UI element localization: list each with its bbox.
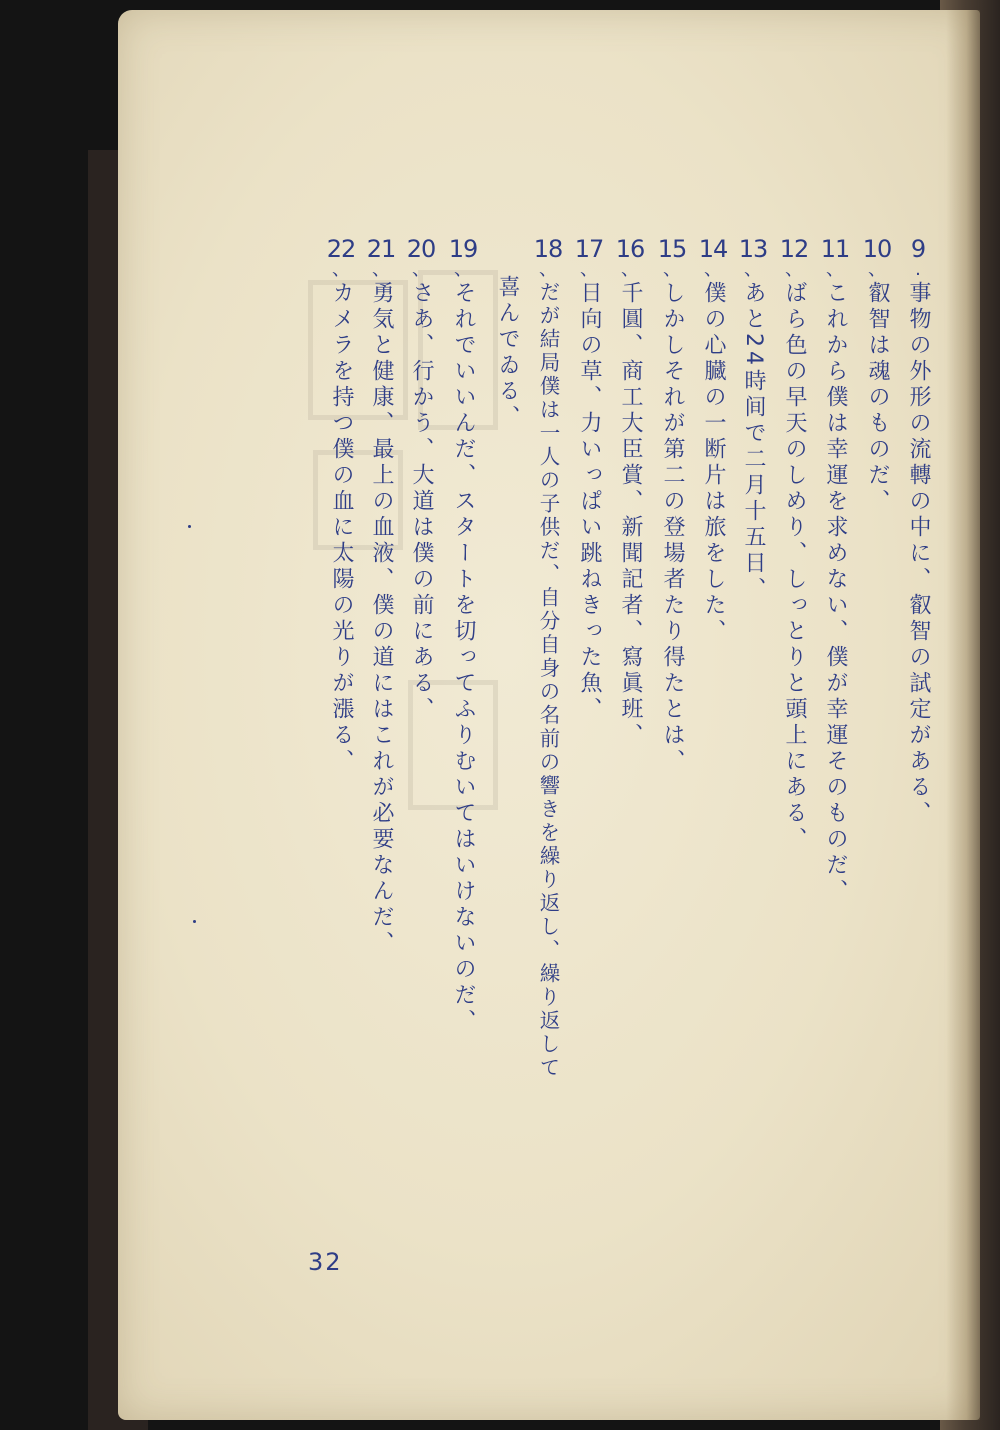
line-number: 18 <box>533 235 563 263</box>
page-number: 32 <box>308 1248 343 1276</box>
line-number-mark: 、 <box>868 259 886 280</box>
line-number: 17 <box>574 235 604 263</box>
line-number-mark: 、 <box>454 259 472 280</box>
line-text: ばら色の早天のしめり、しっとりと頭上にある、 <box>782 281 807 853</box>
line-number: 11 <box>820 235 850 263</box>
line-number-mark: 、 <box>580 259 598 280</box>
line-number: 13 <box>738 235 768 263</box>
line-number: 21 <box>366 235 396 263</box>
line-text: 僕の心臓の一断片は旅をした、 <box>701 281 726 645</box>
line-text: だが結局僕は一人の子供だ、自分自身の名前の響きを繰り返し、繰り返して <box>536 281 560 1080</box>
line-number-mark: . <box>915 259 921 280</box>
line-10 <box>862 235 892 515</box>
line-text: 喜んでゐる、 <box>495 275 520 431</box>
line-number-mark: 、 <box>332 259 350 280</box>
line-number-mark: 、 <box>372 259 390 280</box>
line-18 <box>533 235 563 1080</box>
line-15 <box>657 235 687 775</box>
line-9 <box>903 235 933 827</box>
line-12 <box>779 235 809 853</box>
line-number: 12 <box>779 235 809 263</box>
line-text: 日向の草、力いっぱい跳ねきった魚、 <box>577 281 602 723</box>
line-text: さあ、行かう、大道は僕の前にある、 <box>409 281 434 723</box>
line-text: カメラを持つ僕の血に太陽の光りが漲る、 <box>329 281 354 775</box>
line-text: しかしそれが第二の登場者たり得たとは、 <box>660 281 685 775</box>
line-number: 16 <box>615 235 645 263</box>
line-text: 千圓、商工大臣賞、新聞記者、寫眞班、 <box>618 281 643 749</box>
line-text: 叡智は魂のものだ、 <box>865 281 890 515</box>
line-number-mark: 、 <box>744 259 762 280</box>
line-17 <box>574 235 604 723</box>
line-number: 22 <box>326 235 356 263</box>
line-text: これから僕は幸運を求めない、僕が幸運そのものだ、 <box>823 281 848 905</box>
line-number-mark: 、 <box>663 259 681 280</box>
line-number: 10 <box>862 235 892 263</box>
line-text: 事物の外形の流轉の中に、叡智の試定がある、 <box>906 281 931 827</box>
line-text: あと24時间で二月十五日、 <box>741 281 766 603</box>
line-number: 14 <box>698 235 728 263</box>
line-number: 20 <box>406 235 436 263</box>
line-number-mark: 、 <box>826 259 844 280</box>
line-number-mark: 、 <box>412 259 430 280</box>
line-11 <box>820 235 850 905</box>
line-20 <box>406 235 436 723</box>
line-number: 15 <box>657 235 687 263</box>
ink-dot <box>193 920 196 923</box>
line-number: 9 <box>910 235 926 263</box>
line-13 <box>738 235 768 603</box>
line-14 <box>698 235 728 645</box>
line-number-mark: 、 <box>704 259 722 280</box>
line-number-mark: 、 <box>621 259 639 280</box>
line-text: 勇気と健康、最上の血液、僕の道にはこれが必要なんだ、 <box>369 281 394 957</box>
line-19 <box>448 235 478 1035</box>
line-number-mark: 、 <box>539 259 557 280</box>
line-22 <box>326 235 356 775</box>
line-18-continued <box>492 275 522 431</box>
ink-dot <box>188 525 191 528</box>
line-text: それでいいんだ、スタートを切ってふりむいてはいけないのだ、 <box>451 281 476 1035</box>
line-16 <box>615 235 645 749</box>
page-gutter-shadow <box>946 10 980 1420</box>
line-21 <box>366 235 396 957</box>
line-number: 19 <box>448 235 478 263</box>
line-number-mark: 、 <box>785 259 803 280</box>
